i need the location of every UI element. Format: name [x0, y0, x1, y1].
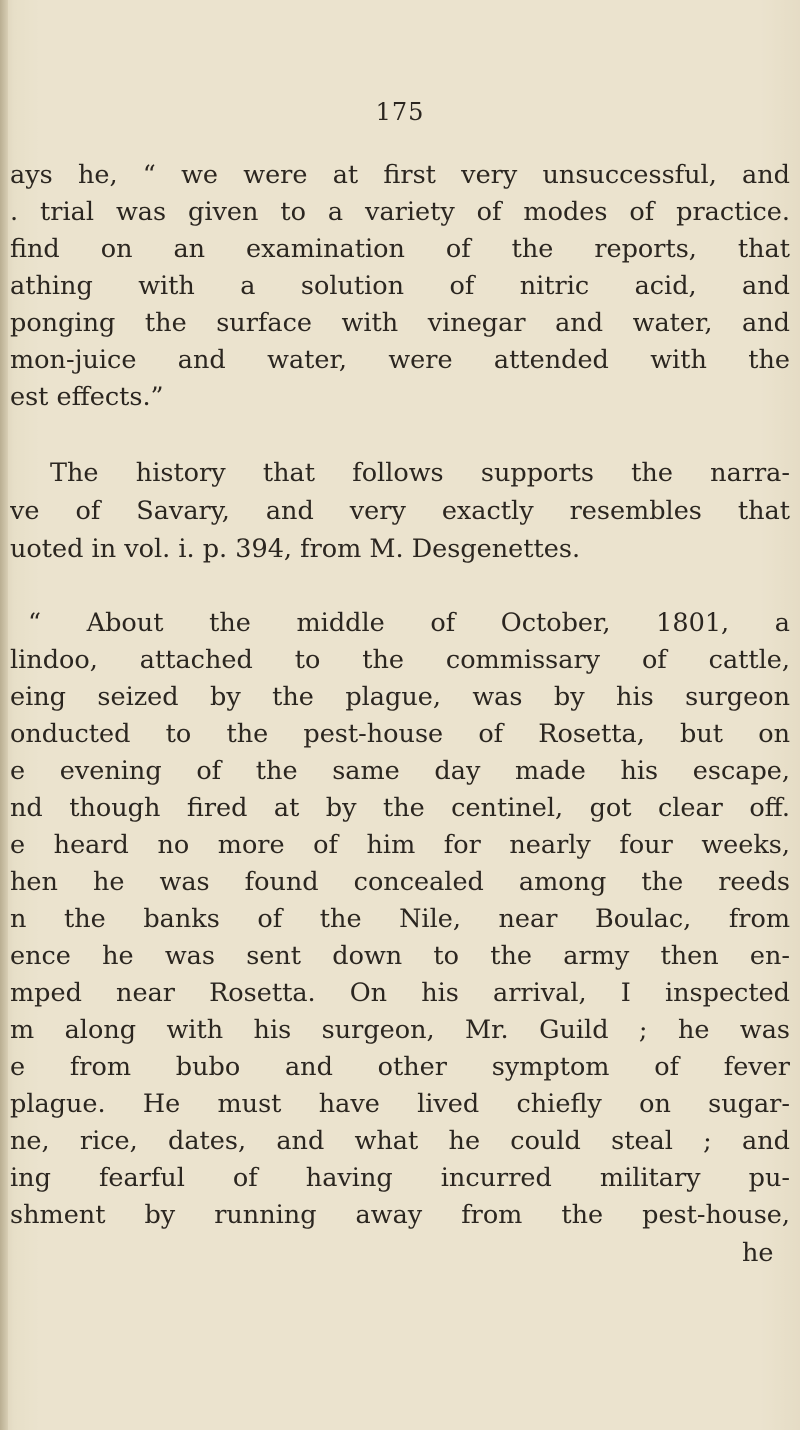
text-line: athing with a solution of nitric acid, and — [10, 271, 790, 301]
text-line: onducted to the pest-house of Rosetta, but on — [10, 719, 790, 749]
text-line: mped near Rosetta. On his arrival, I inspected — [10, 978, 790, 1008]
text-line: m along with his surgeon, Mr. Guild ; he was — [10, 1015, 790, 1045]
text-line: The history that follows supports the narra- — [50, 458, 790, 488]
text-line: e evening of the same day made his escape, — [10, 756, 790, 786]
text-line: ays he, “ we were at first very unsuccessful, and — [10, 160, 790, 190]
text-line: ne, rice, dates, and what he could steal ; and — [10, 1126, 790, 1156]
text-line: mon-juice and water, were attended with the — [10, 345, 790, 375]
text-line: eing seized by the plague, was by his surgeon — [10, 682, 790, 712]
text-line: ponging the surface with vinegar and water, and — [10, 308, 790, 338]
text-line: plague. He must have lived chiefly on sugar- — [10, 1089, 790, 1119]
text-line: ing fearful of having incurred military pu- — [10, 1163, 790, 1193]
text-line: find on an examination of the reports, that — [10, 234, 790, 264]
text-line: “ About the middle of October, 1801, a — [28, 608, 790, 638]
text-line: ve of Savary, and very exactly resembles that — [10, 496, 790, 526]
text-line: nd though fired at by the centinel, got clear off. — [10, 793, 790, 823]
text-line: e from bubo and other symptom of fever — [10, 1052, 790, 1082]
text-line: hen he was found concealed among the reeds — [10, 867, 790, 897]
text-line: uoted in vol. i. p. 394, from M. Desgenettes. — [10, 534, 581, 564]
text-line: ence he was sent down to the army then en- — [10, 941, 790, 971]
text-line: shment by running away from the pest-house, — [10, 1200, 790, 1230]
text-line: n the banks of the Nile, near Boulac, from — [10, 904, 790, 934]
text-line: . trial was given to a variety of modes of practice. — [10, 197, 790, 227]
page-gutter — [0, 0, 8, 1430]
page-number: 175 — [375, 98, 425, 126]
text-line: e heard no more of him for nearly four weeks, — [10, 830, 790, 860]
text-line: lindoo, attached to the commissary of cattle, — [10, 645, 790, 675]
text-line: est effects.” — [10, 382, 164, 412]
catchword: he — [742, 1238, 774, 1268]
